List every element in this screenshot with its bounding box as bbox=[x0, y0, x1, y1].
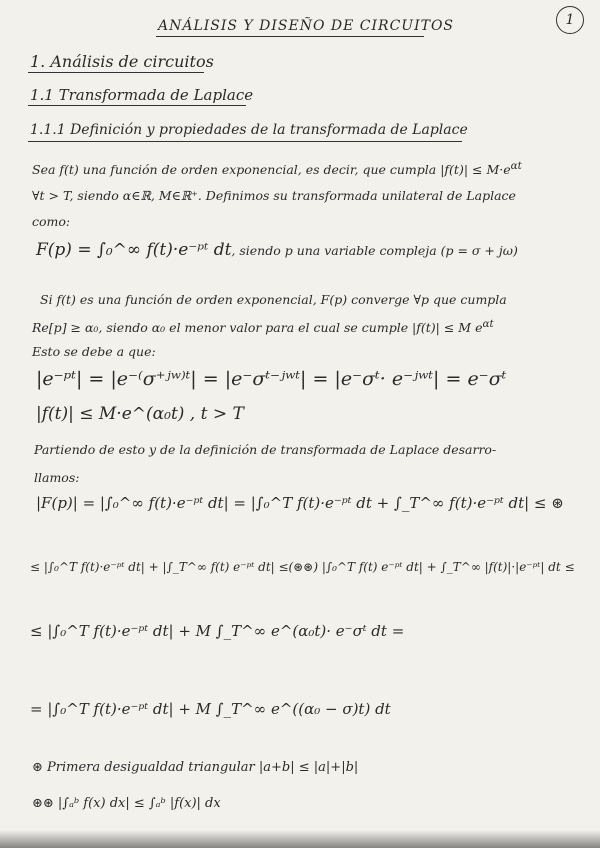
section-heading-1-1: 1.1 Transformada de Laplace bbox=[30, 86, 254, 104]
equation-derivation-1: |F(p)| = |∫₀^∞ f(t)·e⁻ᵖᵗ dt| = |∫₀^T f(t)·e⁻ᵖᵗ dt + ∫_T^∞ f(t)·e⁻ᵖᵗ dt| ≤ ⊛ bbox=[36, 494, 564, 512]
equation-derivation-2: ≤ |∫₀^T f(t)·e⁻ᵖᵗ dt| + |∫_T^∞ f(t) e⁻ᵖᵗ dt| ≤(⊛⊛) |∫₀^T f(t) e⁻ᵖᵗ dt| + ∫_T^∞ |f(t)|·|e⁻ᵖᵗ| dt ≤ bbox=[30, 560, 575, 574]
section-heading-1-1-1: 1.1.1 Definición y propiedades de la transformada de Laplace bbox=[30, 122, 468, 138]
title-underline bbox=[156, 36, 424, 37]
document-title: ANÁLISIS Y DISEÑO DE CIRCUITOS bbox=[158, 18, 455, 34]
text-superscript: αt bbox=[510, 160, 522, 172]
heading-1-underline bbox=[28, 72, 204, 73]
text: Re[p] ≥ α₀, siendo α₀ el menor valor para el cual se cumple |f(t)| ≤ M e bbox=[32, 320, 483, 336]
section-heading-1: 1. Análisis de circuitos bbox=[30, 52, 214, 71]
heading-2-underline bbox=[28, 105, 246, 106]
equation-order-bound: |f(t)| ≤ M·e^(α₀t) , t > T bbox=[36, 404, 244, 424]
text: Sea f(t) una función de orden exponencial, es decir, que cumpla |f(t)| ≤ M·e bbox=[32, 162, 511, 178]
equation-tail: , siendo p una variable compleja (p = σ + jω) bbox=[231, 243, 518, 258]
paragraph-2-line-3: Esto se debe a que: bbox=[32, 344, 156, 359]
paragraph-2-line-2 bbox=[32, 318, 494, 335]
equation-main: F(p) = ∫₀^∞ f(t)·e⁻ᵖᵗ dt bbox=[36, 240, 232, 260]
paragraph-3-line-2: llamos: bbox=[34, 470, 80, 485]
equation-exponential-modulus: |e⁻ᵖᵗ| = |e⁻⁽σ⁺ʲʷ⁾ᵗ| = |e⁻σᵗ⁻ʲʷᵗ| = |e⁻σᵗ· e⁻ʲʷᵗ| = e⁻σᵗ bbox=[36, 368, 507, 390]
footnote-triangle-inequality: ⊛ Primera desigualdad triangular |a+b| ≤ |a|+|b| bbox=[32, 760, 359, 775]
paragraph-1-line-2: ∀t > T, siendo α∈ℝ, M∈ℝ⁺. Definimos su transformada unilateral de Laplace bbox=[32, 188, 516, 203]
page-number-badge: 1 bbox=[556, 6, 584, 34]
footnote-integral-inequality: ⊛⊛ |∫ₐᵇ f(x) dx| ≤ ∫ₐᵇ |f(x)| dx bbox=[32, 796, 221, 811]
text-superscript: αt bbox=[482, 318, 494, 330]
equation-derivation-3: ≤ |∫₀^T f(t)·e⁻ᵖᵗ dt| + M ∫_T^∞ e^(α₀t)· e⁻σᵗ dt = bbox=[30, 622, 405, 640]
paragraph-3-line-1: Partiendo de esto y de la definición de transformada de Laplace desarro- bbox=[34, 442, 497, 457]
paragraph-1-line-3: como: bbox=[32, 214, 71, 229]
paragraph-1-line-1 bbox=[32, 160, 522, 177]
paragraph-2-line-1: Si f(t) es una función de orden exponencial, F(p) converge ∀p que cumpla bbox=[40, 292, 507, 307]
page-bottom-shadow bbox=[0, 830, 600, 848]
equation-derivation-4: = |∫₀^T f(t)·e⁻ᵖᵗ dt| + M ∫_T^∞ e^((α₀ − σ)t) dt bbox=[30, 700, 391, 718]
equation-laplace-definition bbox=[36, 240, 518, 260]
heading-3-underline bbox=[28, 141, 462, 142]
